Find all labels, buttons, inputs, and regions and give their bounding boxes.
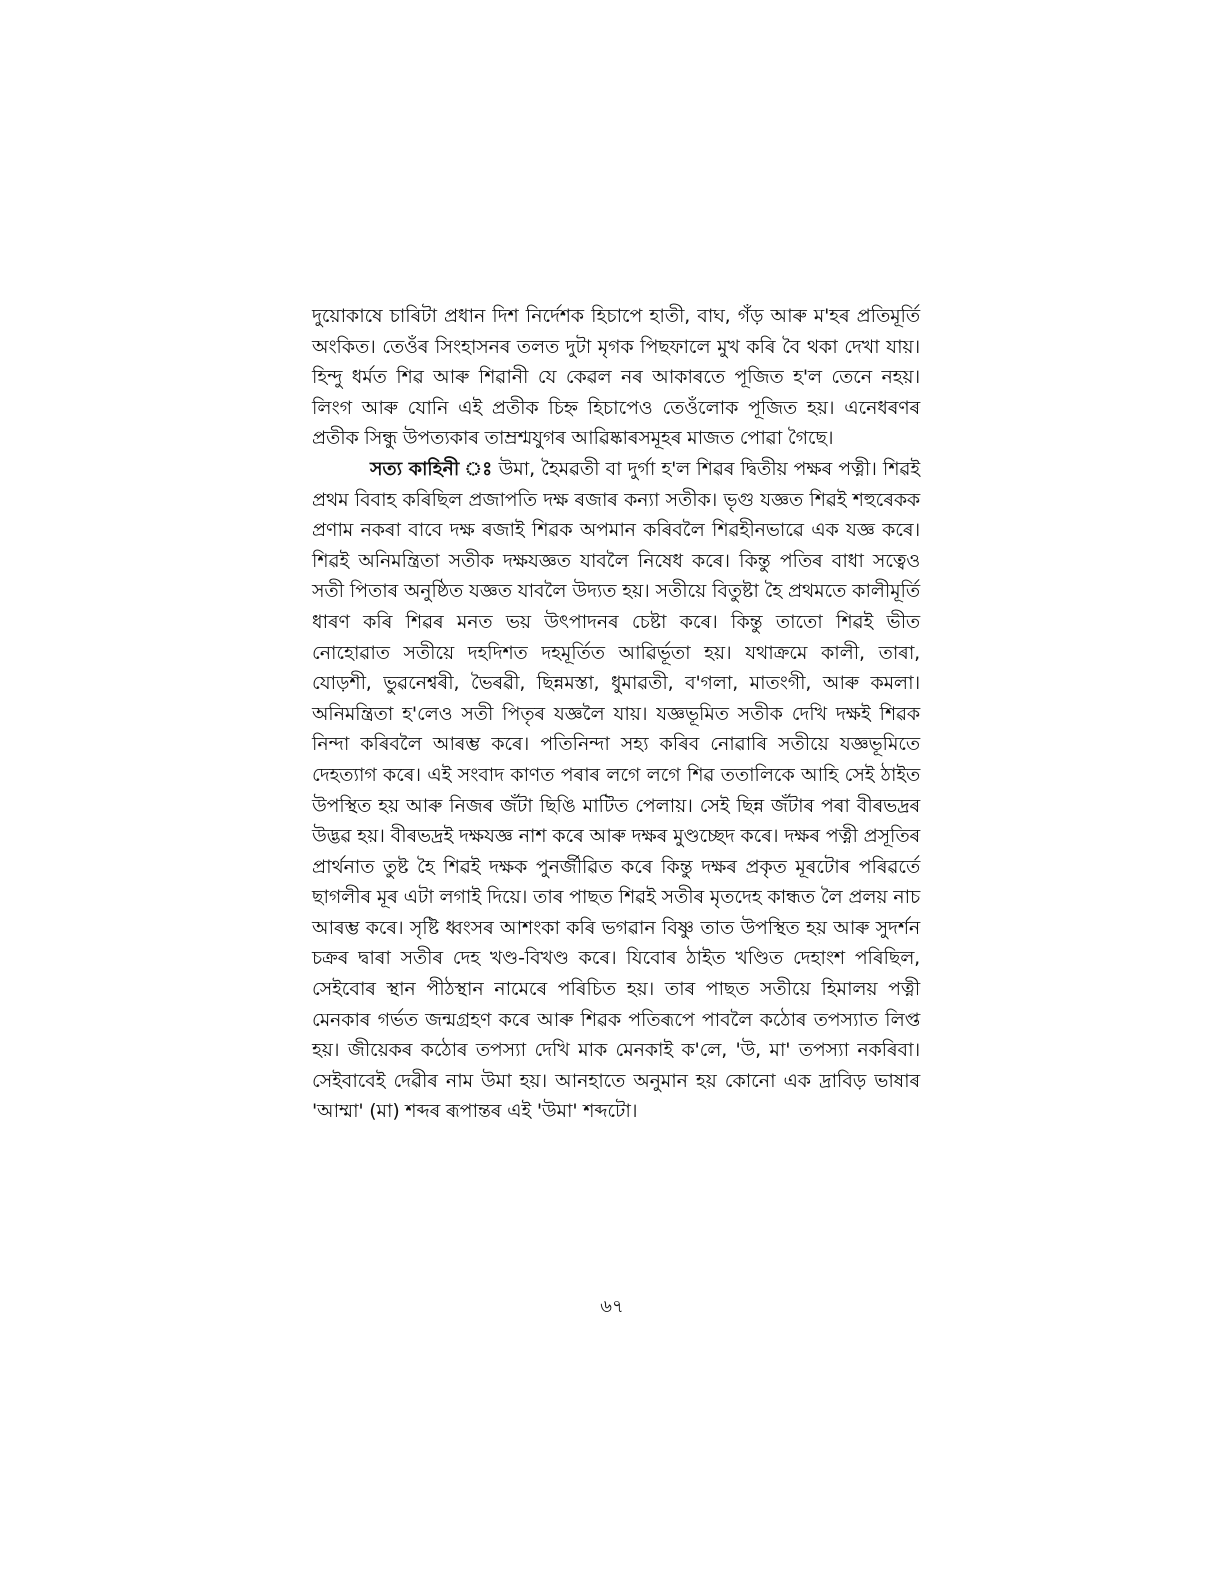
page-body (312, 301, 920, 1127)
paragraph-2 (312, 454, 920, 1127)
page-number: ৬৭ (600, 1296, 624, 1317)
paragraph-1: দুয়োকাষে চাৰিটা প্ৰধান দিশ নিৰ্দেশক হিচাপে হাতী, বাঘ, গঁড় আৰু ম'হৰ প্ৰতিমূৰ্তি অংকিত। তেওঁৰ সিংহাসনৰ তলত দুটা মৃগক পিছফালে মুখ কৰি বৈ থকা দেখা যায়। হিন্দু ধৰ্মত শিৱ আৰু শিৱানী যে কেৱল নৰ আকাৰতে পূজিত হ'ল তেনে নহয়। লিংগ আৰু যোনি এই প্ৰতীক চিহ্ন হিচাপেও তেওঁলোক পূজিত হয়। এনেধৰণৰ প্ৰতীক সিন্ধু উপত্যকাৰ তাম্ৰশ্মযুগৰ আৱিষ্কাৰসমূহৰ মাজত পোৱা গৈছে। (312, 305, 920, 450)
paragraph-2-text: উমা, হৈমৱতী বা দুৰ্গা হ'ল শিৱৰ দ্বিতীয় পক্ষৰ পত্নী। শিৱই প্ৰথম বিবাহ কৰিছিল প্ৰজাপতি দক্ষ ৰজাৰ কন্যা সতীক। ভৃগু যজ্ঞত শিৱই শহুৰেকক প্ৰণাম নকৰা বাবে দক্ষ ৰজাই শিৱক অপমান কৰিবলৈ শিৱহীনভাৱে এক যজ্ঞ কৰে। শিৱই অনিমন্ত্ৰিতা সতীক দক্ষযজ্ঞত যাবলৈ নিষেধ কৰে। কিন্তু পতিৰ বাধা সত্বেও সতী পিতাৰ অনুষ্ঠিত যজ্ঞত যাবলৈ উদ্যত হয়। সতীয়ে বিতুষ্টা হৈ প্ৰথমতে কালীমূৰ্তি ধাৰণ কৰি শিৱৰ মনত ভয় উৎপাদনৰ চেষ্টা কৰে। কিন্তু তাতো শিৱই ভীত নোহোৱাত সতীয়ে দহদিশত দহমূৰ্তিত আৱিৰ্ভূতা হয়। যথাক্ৰমে কালী, তাৰা, যোড়শী, ভুৱনেশ্বৰী, ভৈৰৱী, ছিন্নমস্তা, ধুমাৱতী, ব'গলা, মাতংগী, আৰু কমলা। অনিমন্ত্ৰিতা হ'লেও সতী পিতৃৰ যজ্ঞলৈ যায়। যজ্ঞভূমিত সতীক দেখি দক্ষই শিৱক নিন্দা কৰিবলৈ আৰম্ভ কৰে। পতিনিন্দা সহ্য কৰিব নোৱাৰি সতীয়ে যজ্ঞভূমিতে দেহত্যাগ কৰে। এই সংবাদ কাণত পৰাৰ লগে লগে শিৱ ততালিকে আহি সেই ঠাইত উপস্থিত হয় আৰু নিজৰ জঁটা ছিঙি মাটিত পেলায়। সেই ছিন্ন জঁটাৰ পৰা বীৰভদ্ৰৰ উদ্ভৱ হয়। বীৰভদ্ৰই দক্ষযজ্ঞ নাশ কৰে আৰু দক্ষৰ মুণ্ডচ্ছেদ কৰে। দক্ষৰ পত্নী প্ৰসূতিৰ প্ৰাৰ্থনাত তুষ্ট হৈ শিৱই দক্ষক পুনৰ্জীৱিত কৰে কিন্তু দক্ষৰ প্ৰকৃত মূৰটোৰ পৰিৱৰ্তে ছাগলীৰ মূৰ এটা লগাই দিয়ে। তাৰ পাছত শিৱই সতীৰ মৃতদেহ কান্ধত লৈ প্ৰলয় নাচ আৰম্ভ কৰে। সৃষ্টি ধ্বংসৰ আশংকা কৰি ভগৱান বিষ্ণু তাত উপস্থিত হয় আৰু সুদৰ্শন চক্ৰৰ দ্বাৰা সতীৰ দেহ খণ্ড-বিখণ্ড কৰে। যিবোৰ ঠাইত খণ্ডিত দেহাংশ পৰিছিল, সেইবোৰ স্থান পীঠস্থান নামেৰে পৰিচিত হয়। তাৰ পাছত সতীয়ে হিমালয় পত্নী মেনকাৰ গৰ্ভত জন্মগ্ৰহণ কৰে আৰু শিৱক পতিৰূপে পাবলৈ কঠোৰ তপস্যাত লিপ্ত হয়। জীয়েকৰ কঠোৰ তপস্যা দেখি মাক মেনকাই ক'লে, 'উ, মা' তপস্যা নকৰিবা। সেইবাবেই দেৱীৰ নাম উমা হয়। আনহাতে অনুমান হয় কোনো এক দ্ৰাবিড় ভাষাৰ 'আম্মা' (মা) শব্দৰ ৰূপান্তৰ এই 'উমা' শব্দটো। (312, 457, 920, 1123)
section-heading: সত্য কাহিনী ঃ (370, 457, 493, 480)
